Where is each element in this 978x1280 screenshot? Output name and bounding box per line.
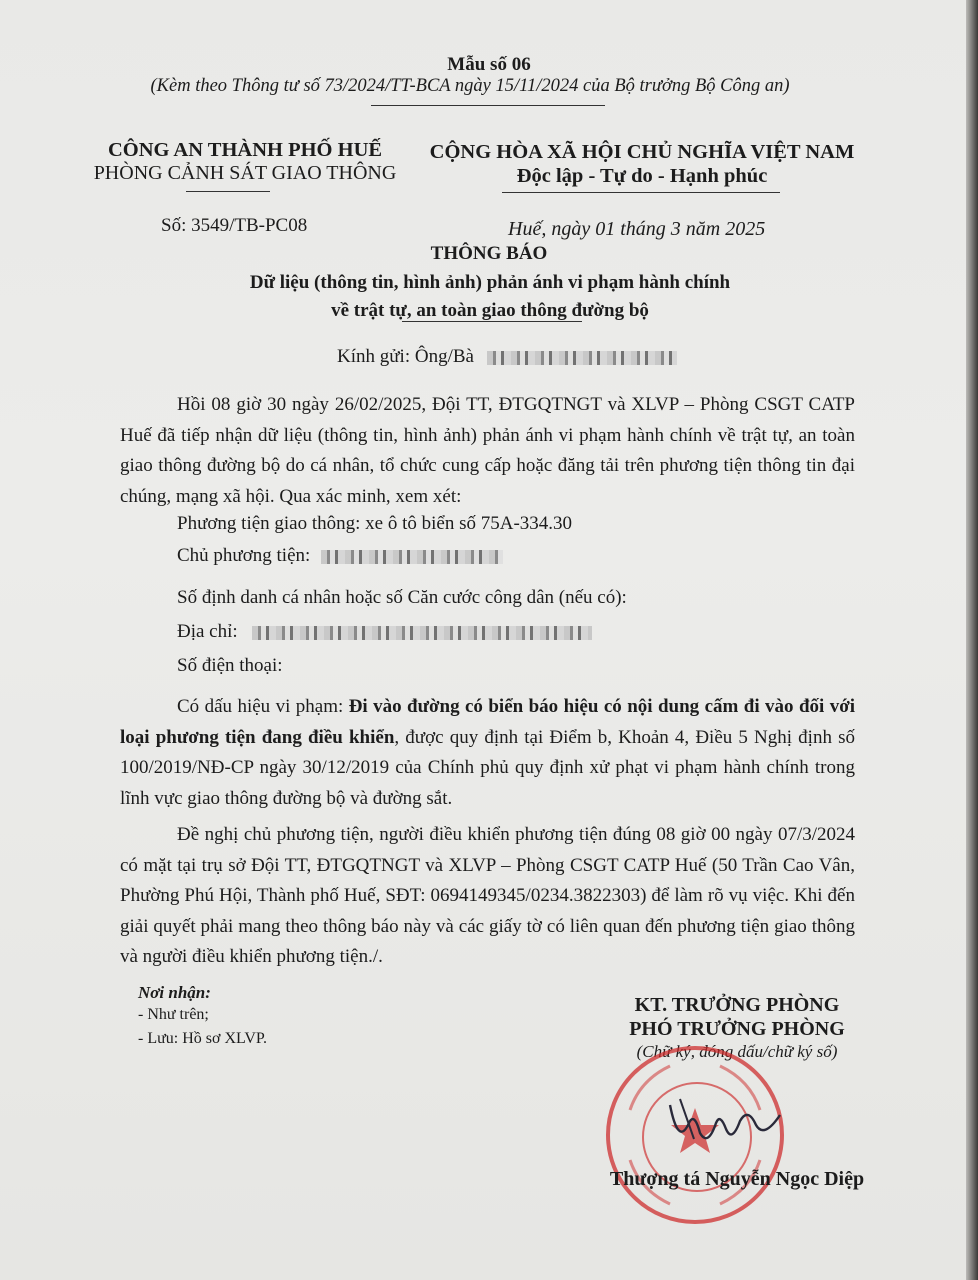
signer-title-1: KT. TRƯỞNG PHÒNG bbox=[634, 994, 840, 1016]
subject-underline bbox=[402, 321, 582, 322]
agency-name: CÔNG AN THÀNH PHỐ HUẾ bbox=[107, 139, 383, 161]
form-number: Mẫu số 06 bbox=[447, 54, 531, 75]
motto-underline bbox=[502, 192, 780, 193]
page-edge-shadow bbox=[966, 0, 978, 1280]
document-subject-line1: Dữ liệu (thông tin, hình ảnh) phản ánh vi phạm hành chính bbox=[249, 272, 731, 293]
form-note: (Kèm theo Thông tư số 73/2024/TT-BCA ngày 15/11/2024 của Bộ trưởng Bộ Công an) bbox=[150, 76, 790, 96]
place-date: Huế, ngày 01 tháng 3 năm 2025 bbox=[508, 218, 766, 240]
form-note-underline bbox=[371, 105, 605, 106]
national-motto: Độc lập - Tự do - Hạnh phúc bbox=[516, 165, 768, 187]
recipient-label: Kính gửi: Ông/Bà bbox=[337, 346, 474, 367]
id-line: Số định danh cá nhân hoặc số Căn cước công dân (nếu có): bbox=[177, 587, 627, 608]
agency-underline bbox=[186, 191, 270, 192]
recipient-line bbox=[337, 345, 677, 369]
nation-name: CỘNG HÒA XÃ HỘI CHỦ NGHĨA VIỆT NAM bbox=[429, 141, 855, 163]
address-line bbox=[177, 620, 592, 644]
recipient-item-2: - Lưu: Hồ sơ XLVP. bbox=[138, 1030, 267, 1047]
owner-label: Chủ phương tiện: bbox=[177, 545, 311, 566]
intro-text: Hồi 08 giờ 30 ngày 26/02/2025, Đội TT, ĐTGQTNGT và XLVP – Phòng CSGT CATP Huế đã tiếp nhận dữ liệu (thông tin, hình ảnh) phản ánh vi phạm hành chính về trật tự, an toàn giao thông đường bộ do cá nhân, tổ chức cung cấp hoặc đăng tải trên phương tiện thông tin đại chúng, mạng xã hội. Qua xác minh, xem xét: bbox=[120, 394, 855, 507]
redacted-address bbox=[252, 626, 592, 640]
violation-description: Đi vào đường có biển báo hiệu có nội dung cấm đi vào đối với loại phương tiện đang điều khiển bbox=[120, 696, 856, 748]
vehicle-line: Phương tiện giao thông: xe ô tô biển số 75A-334.30 bbox=[177, 513, 573, 534]
request-text: Đề nghị chủ phương tiện, người điều khiển phương tiện đúng 08 giờ 00 ngày 07/3/2024 có mặt tại trụ sở Đội TT, ĐTGQTNGT và XLVP – Phòng CSGT CATP Huế (50 Trần Cao Vân, Phường Phú Hội, Thành phố Huế, SĐT: 0694149345/0234.3822303) để làm rõ vụ việc. Khi đến giải quyết phải mang theo thông báo này và các giấy tờ có liên quan đến phương tiện giao thông và người điều khiển phương tiện./. bbox=[120, 824, 855, 967]
document-title: THÔNG BÁO bbox=[430, 243, 548, 264]
handwritten-signature bbox=[660, 1085, 790, 1155]
recipient-item-1: - Như trên; bbox=[138, 1006, 209, 1023]
recipients-title: Nơi nhận: bbox=[138, 983, 211, 1002]
signature-note: (Chữ ký, đóng dấu/chữ ký số) bbox=[636, 1042, 838, 1061]
signer-name: Thượng tá Nguyễn Ngọc Diệp bbox=[609, 1168, 865, 1190]
redacted-owner-name bbox=[321, 550, 503, 564]
phone-line: Số điện thoại: bbox=[177, 655, 283, 676]
request-paragraph bbox=[120, 820, 855, 973]
owner-line bbox=[177, 544, 503, 568]
redacted-recipient-name bbox=[487, 351, 677, 365]
agency-department: PHÒNG CẢNH SÁT GIAO THÔNG bbox=[93, 162, 397, 184]
document-number: Số: 3549/TB-PC08 bbox=[161, 215, 308, 236]
address-label: Địa chỉ: bbox=[177, 621, 238, 642]
signer-title-2: PHÓ TRƯỞNG PHÒNG bbox=[629, 1018, 845, 1040]
violation-prefix: Có dấu hiệu vi phạm: bbox=[177, 696, 349, 717]
violation-legal-basis: , được quy định tại Điểm b, Khoản 4, Điều 5 Nghị định số 100/2019/NĐ-CP ngày 30/12/2019 của Chính phủ quy định xử phạt vi phạm hành chính trong lĩnh vực giao thông đường bộ và đường sắt. bbox=[120, 726, 855, 809]
violation-paragraph bbox=[120, 692, 855, 814]
intro-paragraph bbox=[120, 390, 855, 512]
document-subject-line2: về trật tự, an toàn giao thông đường bộ bbox=[331, 300, 649, 321]
